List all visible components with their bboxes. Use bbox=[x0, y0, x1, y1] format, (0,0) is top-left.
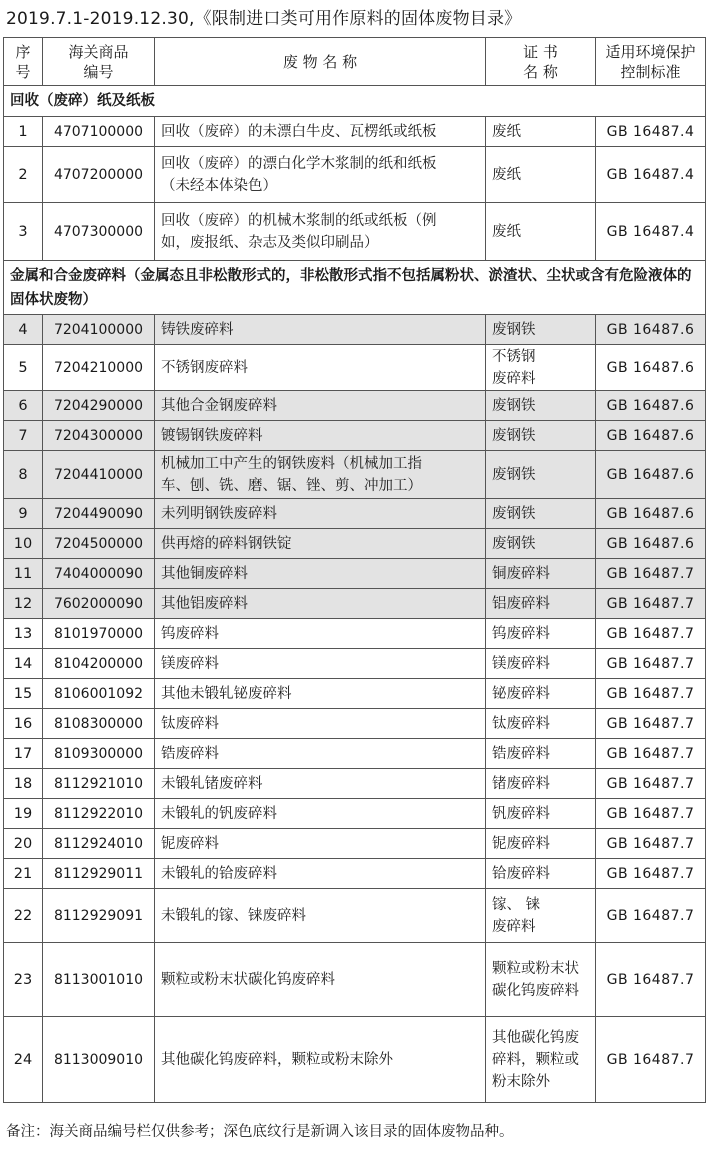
certificate-name-line: 废钢铁 bbox=[492, 397, 536, 414]
row-number: 19 bbox=[4, 799, 43, 829]
table-row bbox=[4, 859, 706, 889]
certificate-name-line: 镓、 铼 bbox=[492, 896, 541, 913]
document-title: 2019.7.1-2019.12.30,《限制进口类可用作原料的固体废物目录》 bbox=[6, 9, 522, 29]
certificate-name-line: 锆废碎料 bbox=[492, 745, 550, 762]
hs-code: 7204490090 bbox=[43, 499, 155, 529]
control-standard: GB 16487.7 bbox=[596, 559, 706, 589]
table-row bbox=[4, 421, 706, 451]
table-row bbox=[4, 203, 706, 261]
hs-code: 8101970000 bbox=[43, 619, 155, 649]
waste-name bbox=[155, 649, 486, 679]
table-row bbox=[4, 769, 706, 799]
hs-code: 7204210000 bbox=[43, 345, 155, 391]
waste-name bbox=[155, 315, 486, 345]
hs-code: 8112929011 bbox=[43, 859, 155, 889]
hs-code: 7204100000 bbox=[43, 315, 155, 345]
waste-name bbox=[155, 421, 486, 451]
row-number: 15 bbox=[4, 679, 43, 709]
certificate-name bbox=[486, 117, 596, 147]
certificate-name-line: 废钢铁 bbox=[492, 321, 536, 338]
hs-code: 8109300000 bbox=[43, 739, 155, 769]
row-number: 20 bbox=[4, 829, 43, 859]
row-number: 22 bbox=[4, 889, 43, 943]
waste-name bbox=[155, 679, 486, 709]
certificate-name bbox=[486, 391, 596, 421]
waste-name bbox=[155, 769, 486, 799]
waste-name-line: 其他铝废碎料 bbox=[161, 595, 248, 612]
row-number: 1 bbox=[4, 117, 43, 147]
table-body bbox=[4, 86, 706, 1103]
control-standard: GB 16487.6 bbox=[596, 315, 706, 345]
control-standard: GB 16487.6 bbox=[596, 529, 706, 559]
hs-code: 8108300000 bbox=[43, 709, 155, 739]
hs-code: 7204500000 bbox=[43, 529, 155, 559]
waste-name-line: 钨废碎料 bbox=[161, 625, 219, 642]
header-cert: 证 书 名 称 bbox=[486, 38, 596, 86]
table-row bbox=[4, 315, 706, 345]
certificate-name bbox=[486, 709, 596, 739]
table-row bbox=[4, 117, 706, 147]
waste-name bbox=[155, 203, 486, 261]
waste-name-line: 如，废报纸、杂志及类似印刷品） bbox=[161, 234, 379, 251]
control-standard: GB 16487.7 bbox=[596, 799, 706, 829]
certificate-name-line: 铌废碎料 bbox=[492, 835, 550, 852]
row-number: 10 bbox=[4, 529, 43, 559]
header-code: 海关商品 编号 bbox=[43, 38, 155, 86]
waste-name bbox=[155, 943, 486, 1017]
waste-name-line: 镀锡钢铁废碎料 bbox=[161, 427, 263, 444]
waste-name-line: 其他铜废碎料 bbox=[161, 565, 248, 582]
control-standard: GB 16487.7 bbox=[596, 739, 706, 769]
certificate-name-line: 废纸 bbox=[492, 223, 521, 240]
header-name: 废 物 名 称 bbox=[155, 38, 486, 86]
certificate-name-line: 碎料，颗粒或 bbox=[492, 1051, 579, 1068]
certificate-name-line: 废碎料 bbox=[492, 918, 536, 935]
hs-code: 8106001092 bbox=[43, 679, 155, 709]
hs-code: 7204300000 bbox=[43, 421, 155, 451]
certificate-name-line: 不锈钢 bbox=[492, 348, 536, 365]
row-number: 8 bbox=[4, 451, 43, 499]
waste-name-line: 回收（废碎）的机械木浆制的纸或纸板（例 bbox=[161, 212, 437, 229]
control-standard: GB 16487.7 bbox=[596, 769, 706, 799]
row-number: 9 bbox=[4, 499, 43, 529]
control-standard: GB 16487.7 bbox=[596, 1017, 706, 1103]
table-row bbox=[4, 559, 706, 589]
control-standard: GB 16487.6 bbox=[596, 391, 706, 421]
hs-code: 4707300000 bbox=[43, 203, 155, 261]
hs-code: 4707200000 bbox=[43, 147, 155, 203]
row-number: 4 bbox=[4, 315, 43, 345]
category-row bbox=[4, 86, 706, 117]
table-row bbox=[4, 529, 706, 559]
row-number: 7 bbox=[4, 421, 43, 451]
table-row bbox=[4, 829, 706, 859]
waste-name bbox=[155, 1017, 486, 1103]
waste-name bbox=[155, 829, 486, 859]
row-number: 17 bbox=[4, 739, 43, 769]
footnote: 备注：海关商品编号栏仅供参考；深色底纹行是新调入该目录的固体废物品种。 bbox=[6, 1124, 514, 1140]
control-standard: GB 16487.6 bbox=[596, 345, 706, 391]
certificate-name-line: 废纸 bbox=[492, 166, 521, 183]
waste-name-line: 钛废碎料 bbox=[161, 715, 219, 732]
waste-name-line: 其他未锻轧铋废碎料 bbox=[161, 685, 292, 702]
waste-name-line: 镁废碎料 bbox=[161, 655, 219, 672]
waste-name bbox=[155, 739, 486, 769]
waste-name bbox=[155, 889, 486, 943]
waste-name bbox=[155, 147, 486, 203]
certificate-name bbox=[486, 559, 596, 589]
table-row bbox=[4, 943, 706, 1017]
table-row bbox=[4, 889, 706, 943]
table-row bbox=[4, 1017, 706, 1103]
certificate-name bbox=[486, 421, 596, 451]
waste-name-line: 不锈钢废碎料 bbox=[161, 359, 248, 376]
certificate-name bbox=[486, 769, 596, 799]
certificate-name-line: 其他碳化钨废 bbox=[492, 1029, 579, 1046]
table-row bbox=[4, 739, 706, 769]
certificate-name-line: 废钢铁 bbox=[492, 427, 536, 444]
hs-code: 8113009010 bbox=[43, 1017, 155, 1103]
certificate-name bbox=[486, 799, 596, 829]
hs-code: 8113001010 bbox=[43, 943, 155, 1017]
waste-catalog-table bbox=[3, 37, 706, 1103]
row-number: 24 bbox=[4, 1017, 43, 1103]
row-number: 18 bbox=[4, 769, 43, 799]
hs-code: 8104200000 bbox=[43, 649, 155, 679]
control-standard: GB 16487.7 bbox=[596, 649, 706, 679]
certificate-name-line: 粉末除外 bbox=[492, 1073, 550, 1090]
waste-name-line: 机械加工中产生的钢铁废料（机械加工指 bbox=[161, 455, 422, 472]
certificate-name-line: 锗废碎料 bbox=[492, 775, 550, 792]
hs-code: 7602000090 bbox=[43, 589, 155, 619]
waste-name bbox=[155, 391, 486, 421]
hs-code: 7204290000 bbox=[43, 391, 155, 421]
certificate-name bbox=[486, 943, 596, 1017]
certificate-name-line: 铝废碎料 bbox=[492, 595, 550, 612]
waste-name-line: 其他合金钢废碎料 bbox=[161, 397, 277, 414]
waste-name-line: 铸铁废碎料 bbox=[161, 321, 234, 338]
certificate-name bbox=[486, 147, 596, 203]
table-row bbox=[4, 589, 706, 619]
row-number: 21 bbox=[4, 859, 43, 889]
table-row bbox=[4, 709, 706, 739]
row-number: 16 bbox=[4, 709, 43, 739]
waste-name-line: （未经本体染色） bbox=[161, 177, 277, 194]
hs-code: 4707100000 bbox=[43, 117, 155, 147]
waste-name-line: 回收（废碎）的漂白化学木浆制的纸和纸板 bbox=[161, 155, 437, 172]
certificate-name-line: 镁废碎料 bbox=[492, 655, 550, 672]
waste-name bbox=[155, 345, 486, 391]
table-row bbox=[4, 391, 706, 421]
control-standard: GB 16487.4 bbox=[596, 147, 706, 203]
hs-code: 8112921010 bbox=[43, 769, 155, 799]
row-number: 14 bbox=[4, 649, 43, 679]
table-row bbox=[4, 799, 706, 829]
certificate-name bbox=[486, 619, 596, 649]
certificate-name-line: 废钢铁 bbox=[492, 466, 536, 483]
row-number: 12 bbox=[4, 589, 43, 619]
waste-name-line: 未锻轧的铪废碎料 bbox=[161, 865, 277, 882]
certificate-name bbox=[486, 739, 596, 769]
waste-name-line: 供再熔的碎料钢铁锭 bbox=[161, 535, 292, 552]
certificate-name-line: 废钢铁 bbox=[492, 505, 536, 522]
certificate-name bbox=[486, 589, 596, 619]
certificate-name-line: 废纸 bbox=[492, 123, 521, 140]
table-row bbox=[4, 451, 706, 499]
control-standard: GB 16487.7 bbox=[596, 829, 706, 859]
waste-name bbox=[155, 859, 486, 889]
control-standard: GB 16487.4 bbox=[596, 117, 706, 147]
control-standard: GB 16487.4 bbox=[596, 203, 706, 261]
waste-name bbox=[155, 619, 486, 649]
certificate-name bbox=[486, 649, 596, 679]
control-standard: GB 16487.7 bbox=[596, 709, 706, 739]
row-number: 2 bbox=[4, 147, 43, 203]
waste-name-line: 未锻轧的钒废碎料 bbox=[161, 805, 277, 822]
waste-name bbox=[155, 709, 486, 739]
waste-name-line: 回收（废碎）的未漂白牛皮、瓦楞纸或纸板 bbox=[161, 123, 437, 140]
control-standard: GB 16487.7 bbox=[596, 589, 706, 619]
table-row bbox=[4, 345, 706, 391]
waste-name bbox=[155, 529, 486, 559]
table-row bbox=[4, 679, 706, 709]
waste-name-line: 其他碳化钨废碎料，颗粒或粉末除外 bbox=[161, 1051, 393, 1068]
waste-name-line: 车、刨、铣、磨、锯、锉、剪、冲加工） bbox=[161, 477, 422, 494]
waste-name bbox=[155, 589, 486, 619]
certificate-name-line: 钨废碎料 bbox=[492, 625, 550, 642]
waste-name-line: 未锻轧锗废碎料 bbox=[161, 775, 263, 792]
certificate-name bbox=[486, 203, 596, 261]
waste-name-line: 锆废碎料 bbox=[161, 745, 219, 762]
certificate-name bbox=[486, 529, 596, 559]
row-number: 13 bbox=[4, 619, 43, 649]
table-row bbox=[4, 499, 706, 529]
certificate-name-line: 铋废碎料 bbox=[492, 685, 550, 702]
table-header-row bbox=[4, 38, 706, 86]
certificate-name bbox=[486, 1017, 596, 1103]
waste-name bbox=[155, 499, 486, 529]
certificate-name bbox=[486, 889, 596, 943]
control-standard: GB 16487.7 bbox=[596, 679, 706, 709]
certificate-name bbox=[486, 859, 596, 889]
hs-code: 7204410000 bbox=[43, 451, 155, 499]
control-standard: GB 16487.6 bbox=[596, 451, 706, 499]
certificate-name-line: 铜废碎料 bbox=[492, 565, 550, 582]
category-row bbox=[4, 261, 706, 315]
certificate-name bbox=[486, 345, 596, 391]
certificate-name-line: 颗粒或粉末状 bbox=[492, 960, 579, 977]
waste-name-line: 铌废碎料 bbox=[161, 835, 219, 852]
certificate-name-line: 废钢铁 bbox=[492, 535, 536, 552]
hs-code: 8112924010 bbox=[43, 829, 155, 859]
table-row bbox=[4, 649, 706, 679]
certificate-name-line: 钒废碎料 bbox=[492, 805, 550, 822]
waste-name bbox=[155, 117, 486, 147]
control-standard: GB 16487.7 bbox=[596, 889, 706, 943]
certificate-name bbox=[486, 451, 596, 499]
table-row bbox=[4, 147, 706, 203]
table-row bbox=[4, 619, 706, 649]
header-std: 适用环境保护 控制标准 bbox=[596, 38, 706, 86]
waste-name-line: 未锻轧的镓、铼废碎料 bbox=[161, 907, 306, 924]
waste-name-line: 颗粒或粉末状碳化钨废碎料 bbox=[161, 971, 335, 988]
row-number: 5 bbox=[4, 345, 43, 391]
control-standard: GB 16487.7 bbox=[596, 943, 706, 1017]
waste-name-line: 未列明钢铁废碎料 bbox=[161, 505, 277, 522]
certificate-name bbox=[486, 679, 596, 709]
row-number: 3 bbox=[4, 203, 43, 261]
certificate-name-line: 废碎料 bbox=[492, 370, 536, 387]
row-number: 23 bbox=[4, 943, 43, 1017]
waste-name bbox=[155, 559, 486, 589]
certificate-name bbox=[486, 315, 596, 345]
certificate-name bbox=[486, 499, 596, 529]
waste-name bbox=[155, 451, 486, 499]
control-standard: GB 16487.7 bbox=[596, 859, 706, 889]
control-standard: GB 16487.6 bbox=[596, 499, 706, 529]
hs-code: 8112929091 bbox=[43, 889, 155, 943]
header-no: 序 号 bbox=[4, 38, 43, 86]
row-number: 6 bbox=[4, 391, 43, 421]
control-standard: GB 16487.6 bbox=[596, 421, 706, 451]
category-title: 回收（废碎）纸及纸板 bbox=[4, 86, 706, 117]
certificate-name-line: 钛废碎料 bbox=[492, 715, 550, 732]
certificate-name-line: 碳化钨废碎料 bbox=[492, 982, 579, 999]
hs-code: 7404000090 bbox=[43, 559, 155, 589]
hs-code: 8112922010 bbox=[43, 799, 155, 829]
control-standard: GB 16487.7 bbox=[596, 619, 706, 649]
row-number: 11 bbox=[4, 559, 43, 589]
certificate-name bbox=[486, 829, 596, 859]
category-title: 金属和合金废碎料（金属态且非松散形式的，非松散形式指不包括属粉状、淤渣状、尘状或含有危险液体的固体状废物） bbox=[4, 261, 706, 315]
certificate-name-line: 铪废碎料 bbox=[492, 865, 550, 882]
waste-name bbox=[155, 799, 486, 829]
